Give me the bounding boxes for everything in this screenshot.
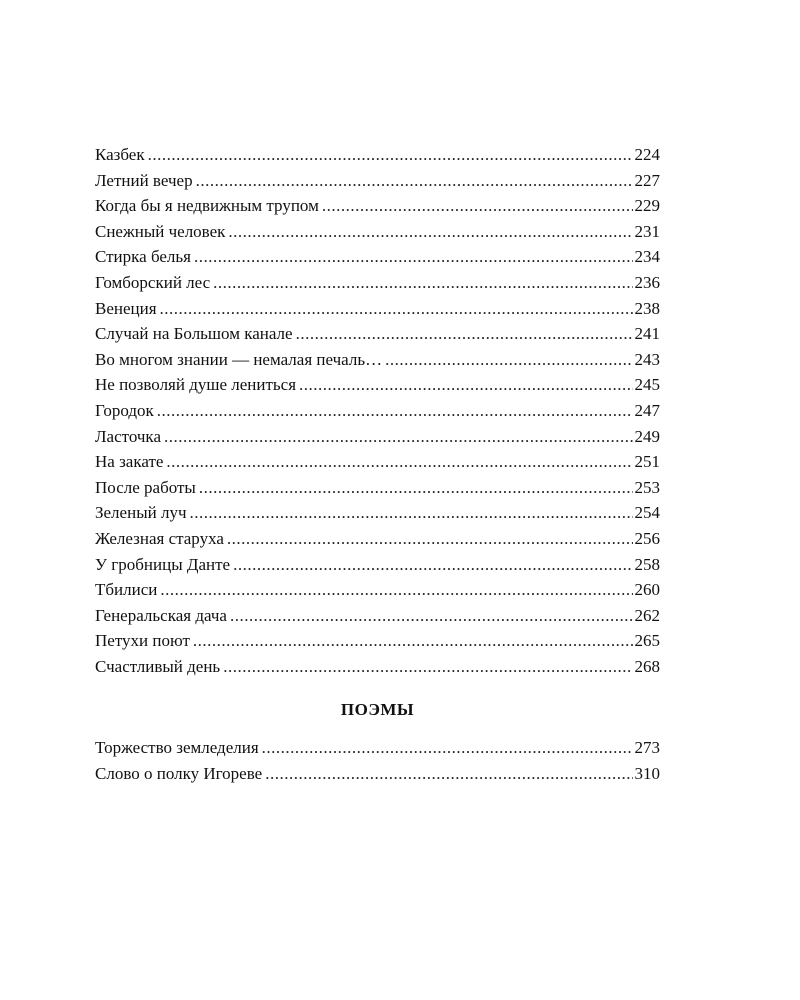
toc-entry-page: 224 xyxy=(634,145,660,164)
toc-entry xyxy=(95,761,660,787)
toc-entry xyxy=(95,398,660,424)
toc-entry-page: 229 xyxy=(634,196,660,216)
toc-entry-title: Когда бы я недвижным трупом xyxy=(95,196,319,216)
toc-entry-title: Венеция xyxy=(95,298,157,318)
toc-entry-page: 268 xyxy=(634,656,660,676)
toc-list xyxy=(95,142,660,679)
toc-entry-page: 234 xyxy=(634,247,660,267)
toc-entry xyxy=(95,244,660,270)
dot-leader xyxy=(296,321,633,347)
poems-toc-list xyxy=(95,735,660,786)
dot-leader xyxy=(194,244,633,270)
dot-leader xyxy=(166,449,632,475)
toc-entry xyxy=(95,219,660,245)
dot-leader xyxy=(228,219,632,245)
dot-leader xyxy=(322,193,633,219)
toc-entry xyxy=(95,475,660,501)
toc-entry-page: 249 xyxy=(634,426,660,446)
dot-leader xyxy=(223,654,632,680)
toc-entry-page: 238 xyxy=(634,298,660,318)
toc-entry-title: Счастливый день xyxy=(95,656,221,676)
toc-entry-title: Не позволяй душе лениться xyxy=(95,375,297,395)
toc-entry-page: 262 xyxy=(634,605,660,625)
dot-leader xyxy=(230,603,633,629)
toc-entry-title: Казбек xyxy=(95,145,145,164)
toc-entry-title: Зеленый луч xyxy=(95,503,187,523)
dot-leader xyxy=(190,500,633,526)
dot-leader xyxy=(160,577,632,603)
toc-entry xyxy=(95,424,660,450)
toc-entry-title: Ласточка xyxy=(95,426,161,446)
toc-entry xyxy=(95,526,660,552)
toc-entry-title: На закате xyxy=(95,452,164,472)
toc-entry-page: 245 xyxy=(634,375,660,395)
dot-leader xyxy=(227,526,633,552)
toc-entry-title: Снежный человек xyxy=(95,221,226,241)
toc-entry xyxy=(95,168,660,194)
toc-entry xyxy=(95,552,660,578)
toc-entry-page: 247 xyxy=(634,400,660,420)
dot-leader xyxy=(262,735,633,761)
toc-entry-title: Стирка белья xyxy=(95,247,191,267)
dot-leader xyxy=(157,398,633,424)
toc-entry-title: Генеральская дача xyxy=(95,605,227,625)
toc-entry-page: 243 xyxy=(634,349,660,369)
table-of-contents xyxy=(95,142,660,679)
dot-leader xyxy=(385,347,632,373)
dot-leader xyxy=(164,424,633,450)
dot-leader xyxy=(148,142,633,168)
toc-entry-page: 253 xyxy=(634,477,660,497)
toc-entry-title: Тбилиси xyxy=(95,580,158,600)
dot-leader xyxy=(213,270,632,296)
toc-entry-title: Торжество земледелия xyxy=(95,738,259,757)
toc-entry xyxy=(95,372,660,398)
dot-leader xyxy=(265,761,632,787)
toc-entry xyxy=(95,577,660,603)
toc-entry-title: Во многом знании — немалая печаль… xyxy=(95,349,383,369)
toc-entry-page: 273 xyxy=(634,738,660,757)
toc-entry-title: Гомборский лес xyxy=(95,272,211,292)
poems-section-heading: ПОЭМЫ xyxy=(340,700,415,719)
toc-entry-title: Летний вечер xyxy=(95,170,193,190)
toc-entry-page: 231 xyxy=(634,221,660,241)
toc-entry xyxy=(95,321,660,347)
poems-table-of-contents xyxy=(95,735,660,786)
toc-entry-page: 241 xyxy=(634,324,660,344)
toc-entry-page: 251 xyxy=(634,452,660,472)
toc-entry-page: 227 xyxy=(634,170,660,190)
toc-entry xyxy=(95,142,660,168)
toc-entry-title: После работы xyxy=(95,477,196,497)
toc-entry-page: 258 xyxy=(634,554,660,574)
dot-leader xyxy=(193,628,633,654)
toc-entry xyxy=(95,654,660,680)
dot-leader xyxy=(196,168,633,194)
toc-entry-page: 265 xyxy=(634,631,660,651)
toc-entry xyxy=(95,628,660,654)
toc-entry xyxy=(95,500,660,526)
toc-entry-title: Железная старуха xyxy=(95,528,224,548)
dot-leader xyxy=(299,372,632,398)
toc-entry xyxy=(95,347,660,373)
toc-entry-page: 236 xyxy=(634,272,660,292)
toc-entry xyxy=(95,193,660,219)
toc-entry xyxy=(95,603,660,629)
toc-entry-page: 310 xyxy=(634,763,660,783)
toc-entry-page: 260 xyxy=(634,580,660,600)
toc-entry xyxy=(95,449,660,475)
toc-entry xyxy=(95,270,660,296)
toc-entry-title: У гробницы Данте xyxy=(95,554,231,574)
toc-entry-page: 256 xyxy=(634,528,660,548)
dot-leader xyxy=(199,475,633,501)
toc-entry xyxy=(95,735,660,761)
toc-entry-title: Случай на Большом канале xyxy=(95,324,293,344)
toc-entry-title: Слово о полку Игореве xyxy=(95,763,263,783)
toc-entry-page: 254 xyxy=(634,503,660,523)
toc-entry-title: Городок xyxy=(95,400,154,420)
dot-leader xyxy=(160,296,633,322)
toc-entry xyxy=(95,296,660,322)
toc-entry-title: Петухи поют xyxy=(95,631,190,651)
dot-leader xyxy=(233,552,632,578)
